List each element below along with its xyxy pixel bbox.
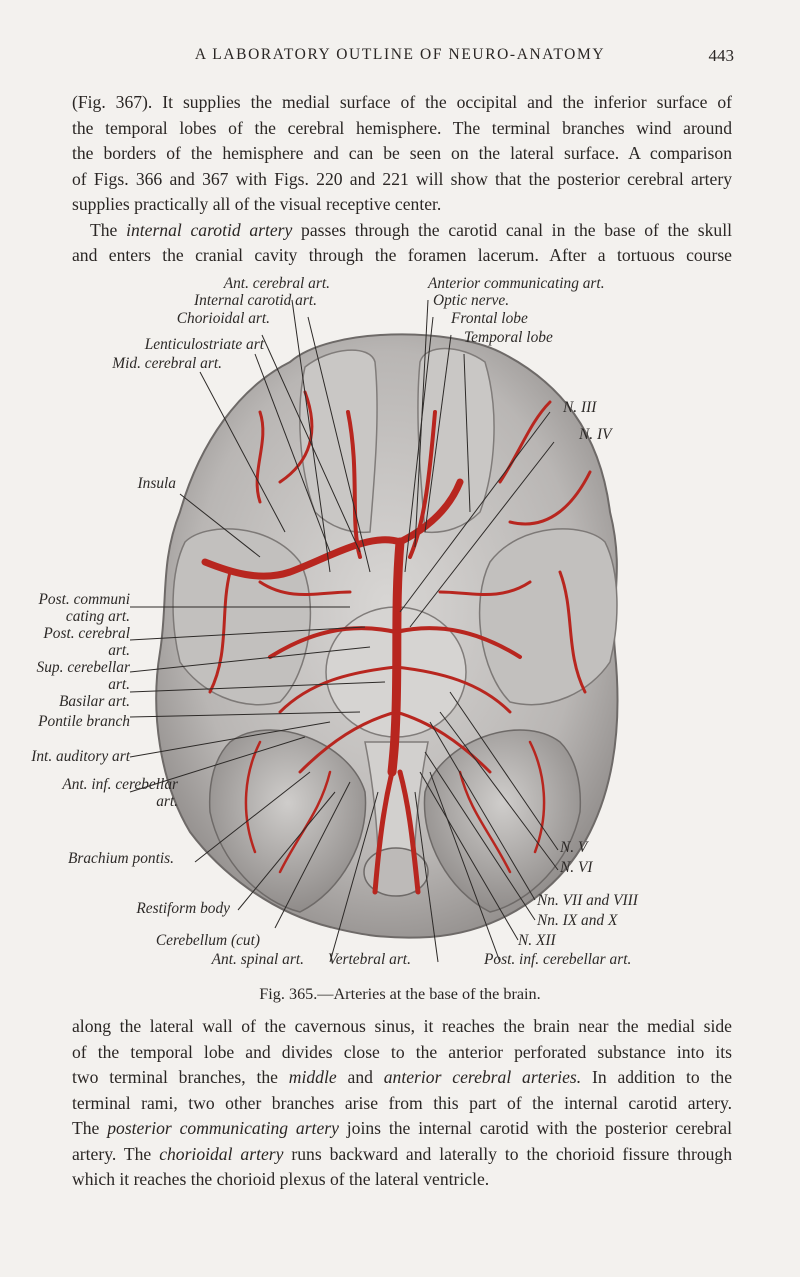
- page-header: [0, 46, 800, 76]
- label-vertebral: Vertebral art.: [328, 951, 411, 968]
- figure-caption: Fig. 365.—Arteries at the base of the brain.: [259, 985, 541, 1003]
- text-run: joins the internal carotid with the posterior cerebral: [338, 1118, 732, 1138]
- label-internal-carotid: Internal carotid art.: [194, 292, 317, 309]
- term-internal-carotid: internal carotid artery: [126, 219, 293, 240]
- label-post-communi-2: cating art.: [65, 608, 130, 625]
- label-n-vi: N. VI: [560, 859, 593, 876]
- label-ant-cerebral: Ant. cerebral art.: [223, 275, 330, 292]
- label-insula: Insula: [137, 475, 176, 492]
- label-n-v: N. V: [560, 839, 588, 856]
- term-chorioidal-artery: chorioidal artery: [159, 1143, 284, 1164]
- text-line: [72, 1065, 732, 1091]
- text-run: artery. The: [72, 1143, 160, 1164]
- term-posterior-communicating: posterior communicating artery: [107, 1118, 339, 1138]
- text-line: along the lateral wall of the cavernous sinus, it reaches the brain near the medial side: [72, 1016, 732, 1036]
- label-restiform: Restiform body: [136, 900, 230, 917]
- text-run: passes through the carotid canal in the base of the skull: [292, 219, 732, 240]
- text-line: [72, 1116, 732, 1142]
- label-mid-cerebral: Mid. cerebral art.: [112, 355, 222, 372]
- text-run: The: [72, 1118, 108, 1138]
- text-run: The: [90, 219, 127, 240]
- text-run: runs backward and laterally to the chorioid fissure through: [283, 1143, 733, 1164]
- text-line: the temporal lobes of the cerebral hemisphere. The terminal branches wind around: [72, 117, 732, 138]
- label-post-cerebral-2: art.: [108, 642, 130, 659]
- text-run: and: [336, 1067, 384, 1087]
- label-pontile: Pontile branch: [38, 713, 130, 730]
- label-ant-inf-cerebellar: Ant. inf. cerebellar: [62, 776, 178, 793]
- term-anterior-cerebral: anterior cerebral arteries.: [383, 1067, 582, 1087]
- text-line: of Figs. 366 and 367 with Figs. 220 and 221 will show that the posterior cerebral artery: [72, 168, 732, 189]
- text-line: which it reaches the chorioid plexus of the lateral ventricle.: [72, 1169, 490, 1189]
- label-sup-cerebellar: Sup. cerebellar: [36, 659, 130, 676]
- label-post-inf-cerebellar: Post. inf. cerebellar art.: [484, 951, 632, 968]
- label-chorioidal: Chorioidal art.: [176, 310, 270, 327]
- label-n-iii: N. III: [563, 399, 597, 416]
- text-line: the borders of the hemisphere and can be seen on the lateral surface. A comparison: [72, 143, 732, 163]
- text-line: of the temporal lobe and divides close to the anterior perforated substance into its: [72, 1041, 732, 1062]
- text-run: In addition to the: [581, 1067, 733, 1087]
- label-ant-spinal: Ant. spinal art.: [211, 951, 304, 968]
- label-nn-ix-x: Nn. IX and X: [537, 912, 618, 929]
- brain-illustration: [30, 272, 770, 982]
- label-anterior-communicating: Anterior communicating art.: [428, 275, 605, 292]
- label-cerebellum: Cerebellum (cut): [155, 932, 260, 949]
- label-sup-cerebellar-2: art.: [108, 676, 130, 693]
- text-line: terminal rami, two other branches arise from this part of the internal carotid artery.: [72, 1092, 732, 1113]
- page-number: 443: [708, 46, 734, 65]
- label-n-xii: N. XII: [518, 932, 556, 949]
- text-line: supplies practically all of the visual receptive center.: [72, 194, 442, 214]
- label-n-iv: N. IV: [579, 426, 612, 443]
- label-optic-nerve: Optic nerve.: [433, 292, 510, 309]
- text-line: [72, 218, 732, 244]
- paragraph-top: [72, 90, 732, 269]
- label-nn-vii-viii: Nn. VII and VIII: [537, 892, 638, 909]
- label-ant-inf-cerebellar-2: art.: [156, 793, 178, 810]
- text-run: two terminal branches, the: [72, 1067, 289, 1087]
- paragraph-bottom: [72, 1014, 732, 1193]
- text-line: and enters the cranial cavity through the foramen lacerum. After a tortuous course: [72, 245, 732, 265]
- term-middle: middle: [288, 1067, 337, 1087]
- label-post-cerebral: Post. cerebral: [43, 625, 130, 642]
- label-post-communi: Post. communi: [38, 591, 130, 608]
- label-int-auditory: Int. auditory art: [31, 748, 130, 765]
- text-line: [72, 1142, 732, 1168]
- label-temporal-lobe: Temporal lobe: [464, 329, 553, 346]
- label-frontal-lobe: Frontal lobe: [451, 310, 528, 327]
- running-title: A LABORATORY OUTLINE OF NEURO-ANATOMY: [194, 46, 606, 63]
- label-basilar: Basilar art.: [59, 693, 130, 710]
- label-brachium: Brachium pontis.: [67, 850, 174, 867]
- label-lenticulostriate: Lenticulostriate art: [144, 336, 264, 353]
- brain-arteries-figure: [30, 272, 770, 982]
- text-line: (Fig. 367). It supplies the medial surface of the occipital and the inferior surface of: [72, 92, 732, 112]
